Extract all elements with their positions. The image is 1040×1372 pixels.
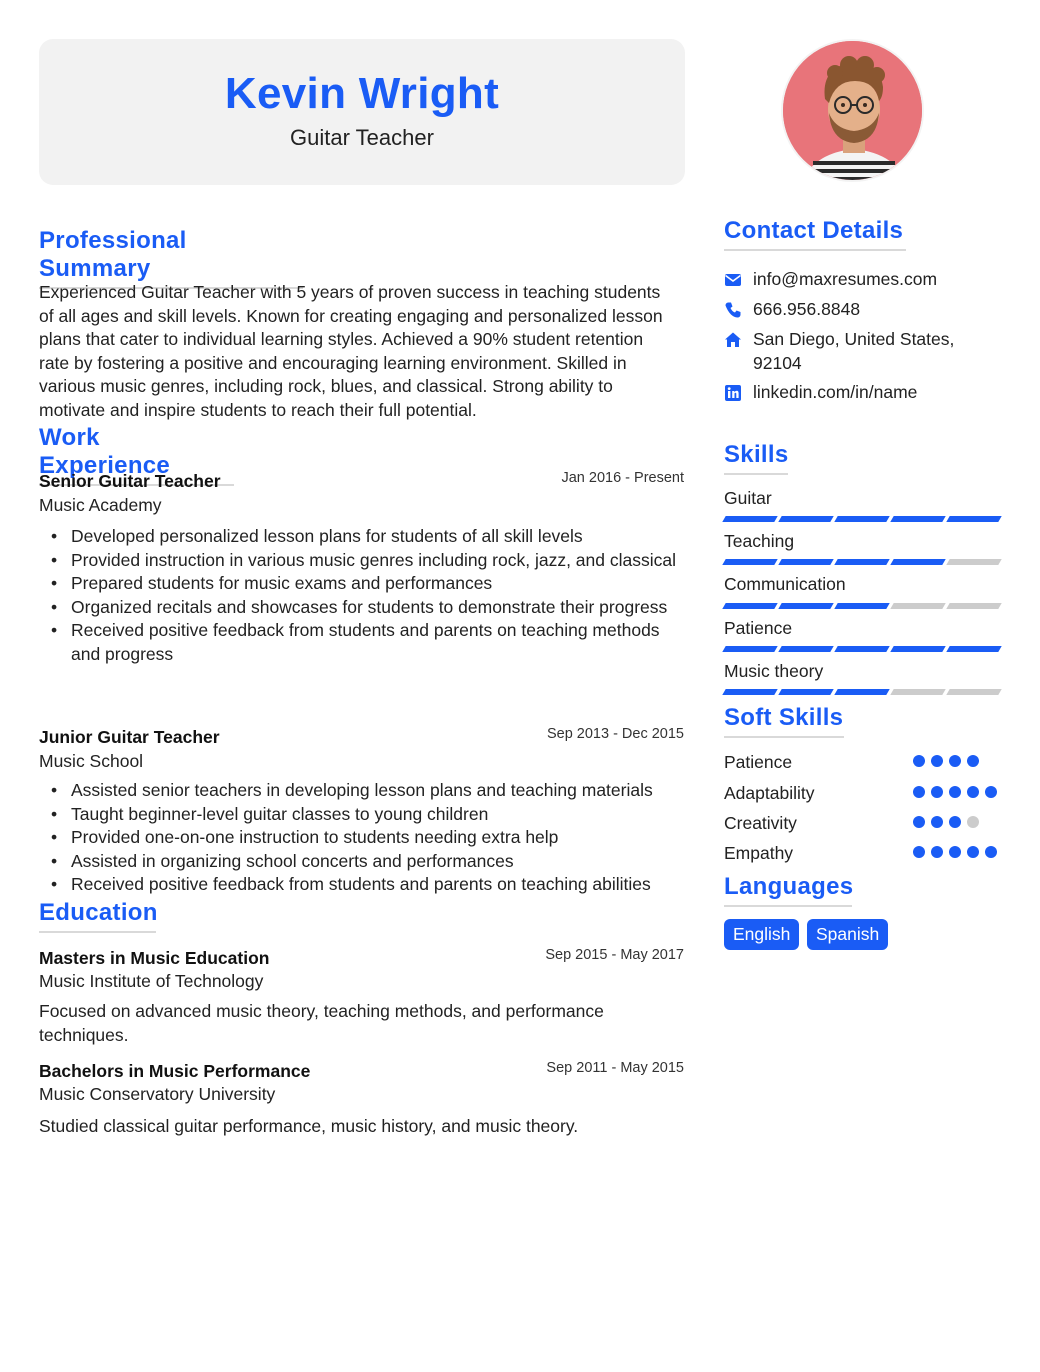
skill-segment bbox=[946, 603, 1001, 609]
summary-line: various music genres, including rock, blues, and classical. Strong ability to bbox=[39, 376, 613, 397]
phone-text[interactable]: 666.956.8848 bbox=[753, 299, 861, 319]
soft-skill-dots bbox=[913, 846, 1003, 858]
address-line: San Diego, United States, bbox=[753, 329, 955, 349]
skill-bar bbox=[724, 516, 1000, 522]
contact-address bbox=[724, 328, 954, 375]
skill-bar bbox=[724, 559, 1000, 565]
skill-segment bbox=[890, 516, 945, 522]
bullet-item: • Developed personalized lesson plans for students of all skill levels bbox=[39, 525, 689, 549]
rating-dot bbox=[967, 816, 979, 828]
skill-segment bbox=[834, 689, 889, 695]
job-date: Jan 2016 - Present bbox=[561, 470, 684, 486]
address-line: 92104 bbox=[753, 352, 802, 373]
skill-segment bbox=[890, 559, 945, 565]
skill-segment bbox=[946, 516, 1001, 522]
skill-segment bbox=[722, 603, 777, 609]
linkedin-text[interactable]: linkedin.com/in/name bbox=[753, 382, 918, 402]
section-title-summary: Professional Summary bbox=[39, 227, 303, 289]
job-bullets bbox=[39, 779, 699, 897]
skill-segment bbox=[946, 646, 1001, 652]
job-title: Junior Guitar Teacher bbox=[39, 727, 220, 747]
degree-date: Sep 2015 - May 2017 bbox=[545, 947, 684, 963]
skill-segment bbox=[722, 516, 777, 522]
summary-line: rate by fostering a positive and encouraging learning environment. Skilled in bbox=[39, 352, 627, 373]
rating-dot bbox=[967, 786, 979, 798]
skill-segment bbox=[834, 559, 889, 565]
linkedin-icon bbox=[724, 384, 742, 402]
skill-segment bbox=[778, 559, 833, 565]
summary-line: motivate and inspire students to reach their full potential. bbox=[39, 399, 477, 420]
rating-dot bbox=[913, 816, 925, 828]
bullet-item: • Provided instruction in various music genres including rock, jazz, and classical bbox=[39, 549, 689, 573]
email-text[interactable]: info@maxresumes.com bbox=[753, 269, 938, 289]
bullet-item: • Received positive feedback from students and parents on teaching methods and progress bbox=[39, 619, 689, 666]
degree-date: Sep 2011 - May 2015 bbox=[546, 1060, 684, 1076]
section-title-soft-skills: Soft Skills bbox=[724, 704, 844, 738]
header-card bbox=[39, 39, 685, 185]
skill-segment bbox=[722, 689, 777, 695]
rating-dot bbox=[949, 755, 961, 767]
skill-label: Communication bbox=[724, 574, 846, 594]
bullet-item: • Assisted in organizing school concerts and performances bbox=[39, 850, 699, 874]
skill-label: Guitar bbox=[724, 488, 772, 508]
language-badge: English bbox=[724, 919, 799, 950]
skill-segment bbox=[778, 689, 833, 695]
degree-desc: Focused on advanced music theory, teaching methods, and performance techniques. bbox=[39, 1001, 604, 1045]
skill-segment bbox=[890, 646, 945, 652]
skill-segment bbox=[834, 516, 889, 522]
skill-segment bbox=[722, 559, 777, 565]
school-name: Music Institute of Technology bbox=[39, 971, 264, 991]
language-badge: Spanish bbox=[807, 919, 888, 950]
soft-skill-label: Adaptability bbox=[724, 783, 815, 803]
bullet-item: • Assisted senior teachers in developing lesson plans and teaching materials bbox=[39, 779, 699, 803]
job-date: Sep 2013 - Dec 2015 bbox=[546, 726, 684, 742]
bullet-item: • Received positive feedback from students and parents on teaching abilities bbox=[39, 873, 699, 897]
soft-skill-label: Empathy bbox=[724, 843, 794, 863]
section-title-contact: Contact Details bbox=[724, 217, 906, 251]
candidate-title: Guitar Teacher bbox=[290, 125, 434, 150]
school-name: Music Conservatory University bbox=[39, 1084, 276, 1104]
rating-dot bbox=[913, 755, 925, 767]
job-bullets bbox=[39, 525, 689, 666]
skill-segment bbox=[890, 689, 945, 695]
profile-photo bbox=[781, 39, 924, 182]
skill-segment bbox=[946, 559, 1001, 565]
rating-dot bbox=[949, 846, 961, 858]
summary-line: plans that cater to individual learning styles. Achieved a 90% student retention bbox=[39, 329, 644, 350]
envelope-icon bbox=[724, 271, 742, 289]
section-title-languages: Languages bbox=[724, 873, 852, 907]
home-icon bbox=[724, 331, 742, 349]
skill-segment bbox=[834, 646, 889, 652]
bullet-item: • Organized recitals and showcases for students to demonstrate their progress bbox=[39, 596, 689, 620]
rating-dot bbox=[985, 846, 997, 858]
person-illustration bbox=[783, 41, 924, 182]
skill-segment bbox=[834, 603, 889, 609]
soft-skill-label: Creativity bbox=[724, 813, 797, 833]
skill-bar bbox=[724, 646, 1000, 652]
contact-email[interactable] bbox=[724, 268, 937, 292]
job-org: Music School bbox=[39, 751, 144, 771]
rating-dot bbox=[931, 755, 943, 767]
skill-segment bbox=[778, 516, 833, 522]
skill-segment bbox=[946, 689, 1001, 695]
soft-skill-dots bbox=[913, 816, 1003, 828]
rating-dot bbox=[931, 846, 943, 858]
bullet-item: • Prepared students for music exams and performances bbox=[39, 572, 689, 596]
skill-label: Teaching bbox=[724, 531, 795, 551]
skill-segment bbox=[778, 603, 833, 609]
rating-dot bbox=[913, 846, 925, 858]
rating-dot bbox=[913, 786, 925, 798]
job-org: Music Academy bbox=[39, 495, 162, 515]
contact-phone[interactable] bbox=[724, 298, 860, 322]
bullet-item: • Taught beginner-level guitar classes to young children bbox=[39, 803, 699, 827]
rating-dot bbox=[967, 846, 979, 858]
phone-icon bbox=[724, 301, 742, 319]
section-title-education: Education bbox=[39, 899, 156, 933]
rating-dot bbox=[931, 786, 943, 798]
rating-dot bbox=[949, 786, 961, 798]
summary-line: of all ages and skill levels. Known for creating engaging and personalized lesson bbox=[39, 305, 663, 326]
candidate-name: Kevin Wright bbox=[224, 69, 500, 118]
degree-desc: Studied classical guitar performance, music history, and music theory. bbox=[39, 1116, 579, 1136]
soft-skill-dots bbox=[913, 786, 1003, 798]
rating-dot bbox=[967, 755, 979, 767]
contact-linkedin[interactable] bbox=[724, 381, 917, 405]
soft-skill-label: Patience bbox=[724, 752, 793, 772]
skill-bar bbox=[724, 603, 1000, 609]
skill-label: Music theory bbox=[724, 661, 824, 681]
soft-skill-dots bbox=[913, 755, 1003, 767]
degree-title: Bachelors in Music Performance bbox=[39, 1061, 311, 1081]
skill-label: Patience bbox=[724, 618, 793, 638]
job-title: Senior Guitar Teacher bbox=[39, 471, 221, 491]
skill-segment bbox=[722, 646, 777, 652]
section-title-skills: Skills bbox=[724, 441, 788, 475]
summary-line: Experienced Guitar Teacher with 5 years of proven success in teaching students bbox=[39, 282, 661, 302]
address-text bbox=[753, 328, 954, 375]
skill-bar bbox=[724, 689, 1000, 695]
rating-dot bbox=[949, 816, 961, 828]
bullet-item: • Provided one-on-one instruction to students needing extra help bbox=[39, 826, 699, 850]
skill-segment bbox=[778, 646, 833, 652]
rating-dot bbox=[931, 816, 943, 828]
skill-segment bbox=[890, 603, 945, 609]
rating-dot bbox=[985, 786, 997, 798]
summary-text bbox=[39, 281, 689, 423]
degree-title: Masters in Music Education bbox=[39, 948, 270, 968]
section-title-work: Work Experience bbox=[39, 424, 234, 486]
